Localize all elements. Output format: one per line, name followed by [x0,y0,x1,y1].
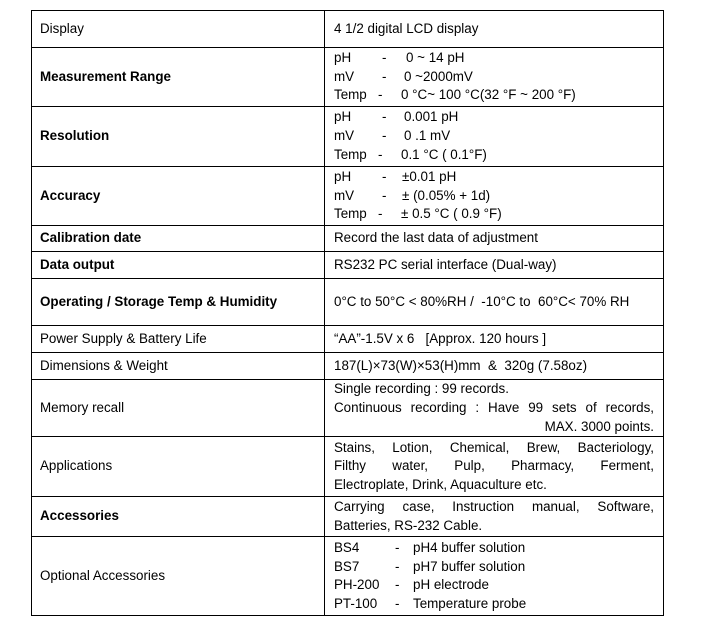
list-item: Single recording : 99 records. [334,381,509,396]
list-item: Temp - ± 0.5 °C ( 0.9 °F) [334,206,502,222]
row-calibration-date [32,226,664,252]
label-power-supply: Power Supply & Battery Life [32,326,325,353]
label-data-output: Data output [32,252,325,279]
label-resolution: Resolution [32,107,325,167]
label-optional-accessories: Optional Accessories [32,537,325,616]
row-resolution [32,107,664,167]
label-display: Display [32,11,325,48]
list-item: PH-200 - pH electrode [334,577,489,593]
value-resolution [325,107,664,167]
list-item: Electroplate, Drink, Aquaculture etc. [334,477,547,493]
list-item: pH - 0 ~ 14 pH [334,49,465,65]
row-display [32,11,664,48]
list-item: MAX. 3000 points. [544,418,654,434]
label-calibration-date: Calibration date [32,226,325,252]
value-memory-recall [325,380,664,437]
list-item: mV - 0 ~2000mV [334,68,473,84]
label-accessories: Accessories [32,497,325,537]
row-accessories [32,497,664,537]
list-item: BS7 - pH7 buffer solution [334,558,526,574]
row-data-output [32,252,664,279]
label-dimensions-weight: Dimensions & Weight [32,353,325,380]
list-item: BS4 - pH4 buffer solution [334,539,526,555]
row-operating-storage [32,279,664,326]
list-item: Batteries, RS-232 Cable. [334,517,483,533]
list-item: pH - 0.001 pH [334,109,459,125]
list-item: mV - 0 .1 mV [334,128,451,144]
value-optional-accessories [325,537,664,616]
row-accuracy [32,167,664,226]
list-item: Carrying case, Instruction manual, Software, [334,499,654,515]
value-measurement-range [325,48,664,107]
value-data-output: RS232 PC serial interface (Dual-way) [325,252,664,279]
value-operating-storage: 0°C to 50°C < 80%RH / -10°C to 60°C< 70% RH [325,279,664,326]
value-power-supply: “AA”-1.5V x 6 [Approx. 120 hours ] [325,326,664,353]
list-item: Continuous recording : Have 99 sets of records, [334,399,654,415]
label-accuracy: Accuracy [32,167,325,226]
label-memory-recall: Memory recall [32,380,325,437]
row-optional-accessories [32,537,664,616]
list-item: Temp - 0 °C~ 100 °C(32 °F ~ 200 °F) [334,87,576,103]
value-calibration-date: Record the last data of adjustment [325,226,664,252]
list-item: Filthy water, Pulp, Pharmacy, Ferment, [334,458,654,474]
value-display: 4 1/2 digital LCD display [325,11,664,48]
row-dimensions-weight [32,353,664,380]
value-accessories [325,497,664,537]
list-item: Stains, Lotion, Chemical, Brew, Bacteriology, [334,439,654,455]
row-measurement-range [32,48,664,107]
list-item: mV - ± (0.05% + 1d) [334,187,491,203]
row-power-supply [32,326,664,353]
row-applications [32,437,664,497]
row-memory-recall [32,380,664,437]
label-applications: Applications [32,437,325,497]
value-dimensions-weight: 187(L)×73(W)×53(H)mm & 320g (7.58oz) [325,353,664,380]
label-operating-storage: Operating / Storage Temp & Humidity [32,279,325,326]
value-applications [325,437,664,497]
spec-table [31,10,664,616]
list-item: pH - ±0.01 pH [334,168,457,184]
list-item: Temp - 0.1 °C ( 0.1°F) [334,146,487,162]
value-accuracy [325,167,664,226]
list-item: PT-100 - Temperature probe [334,596,527,612]
label-measurement-range: Measurement Range [32,48,325,107]
